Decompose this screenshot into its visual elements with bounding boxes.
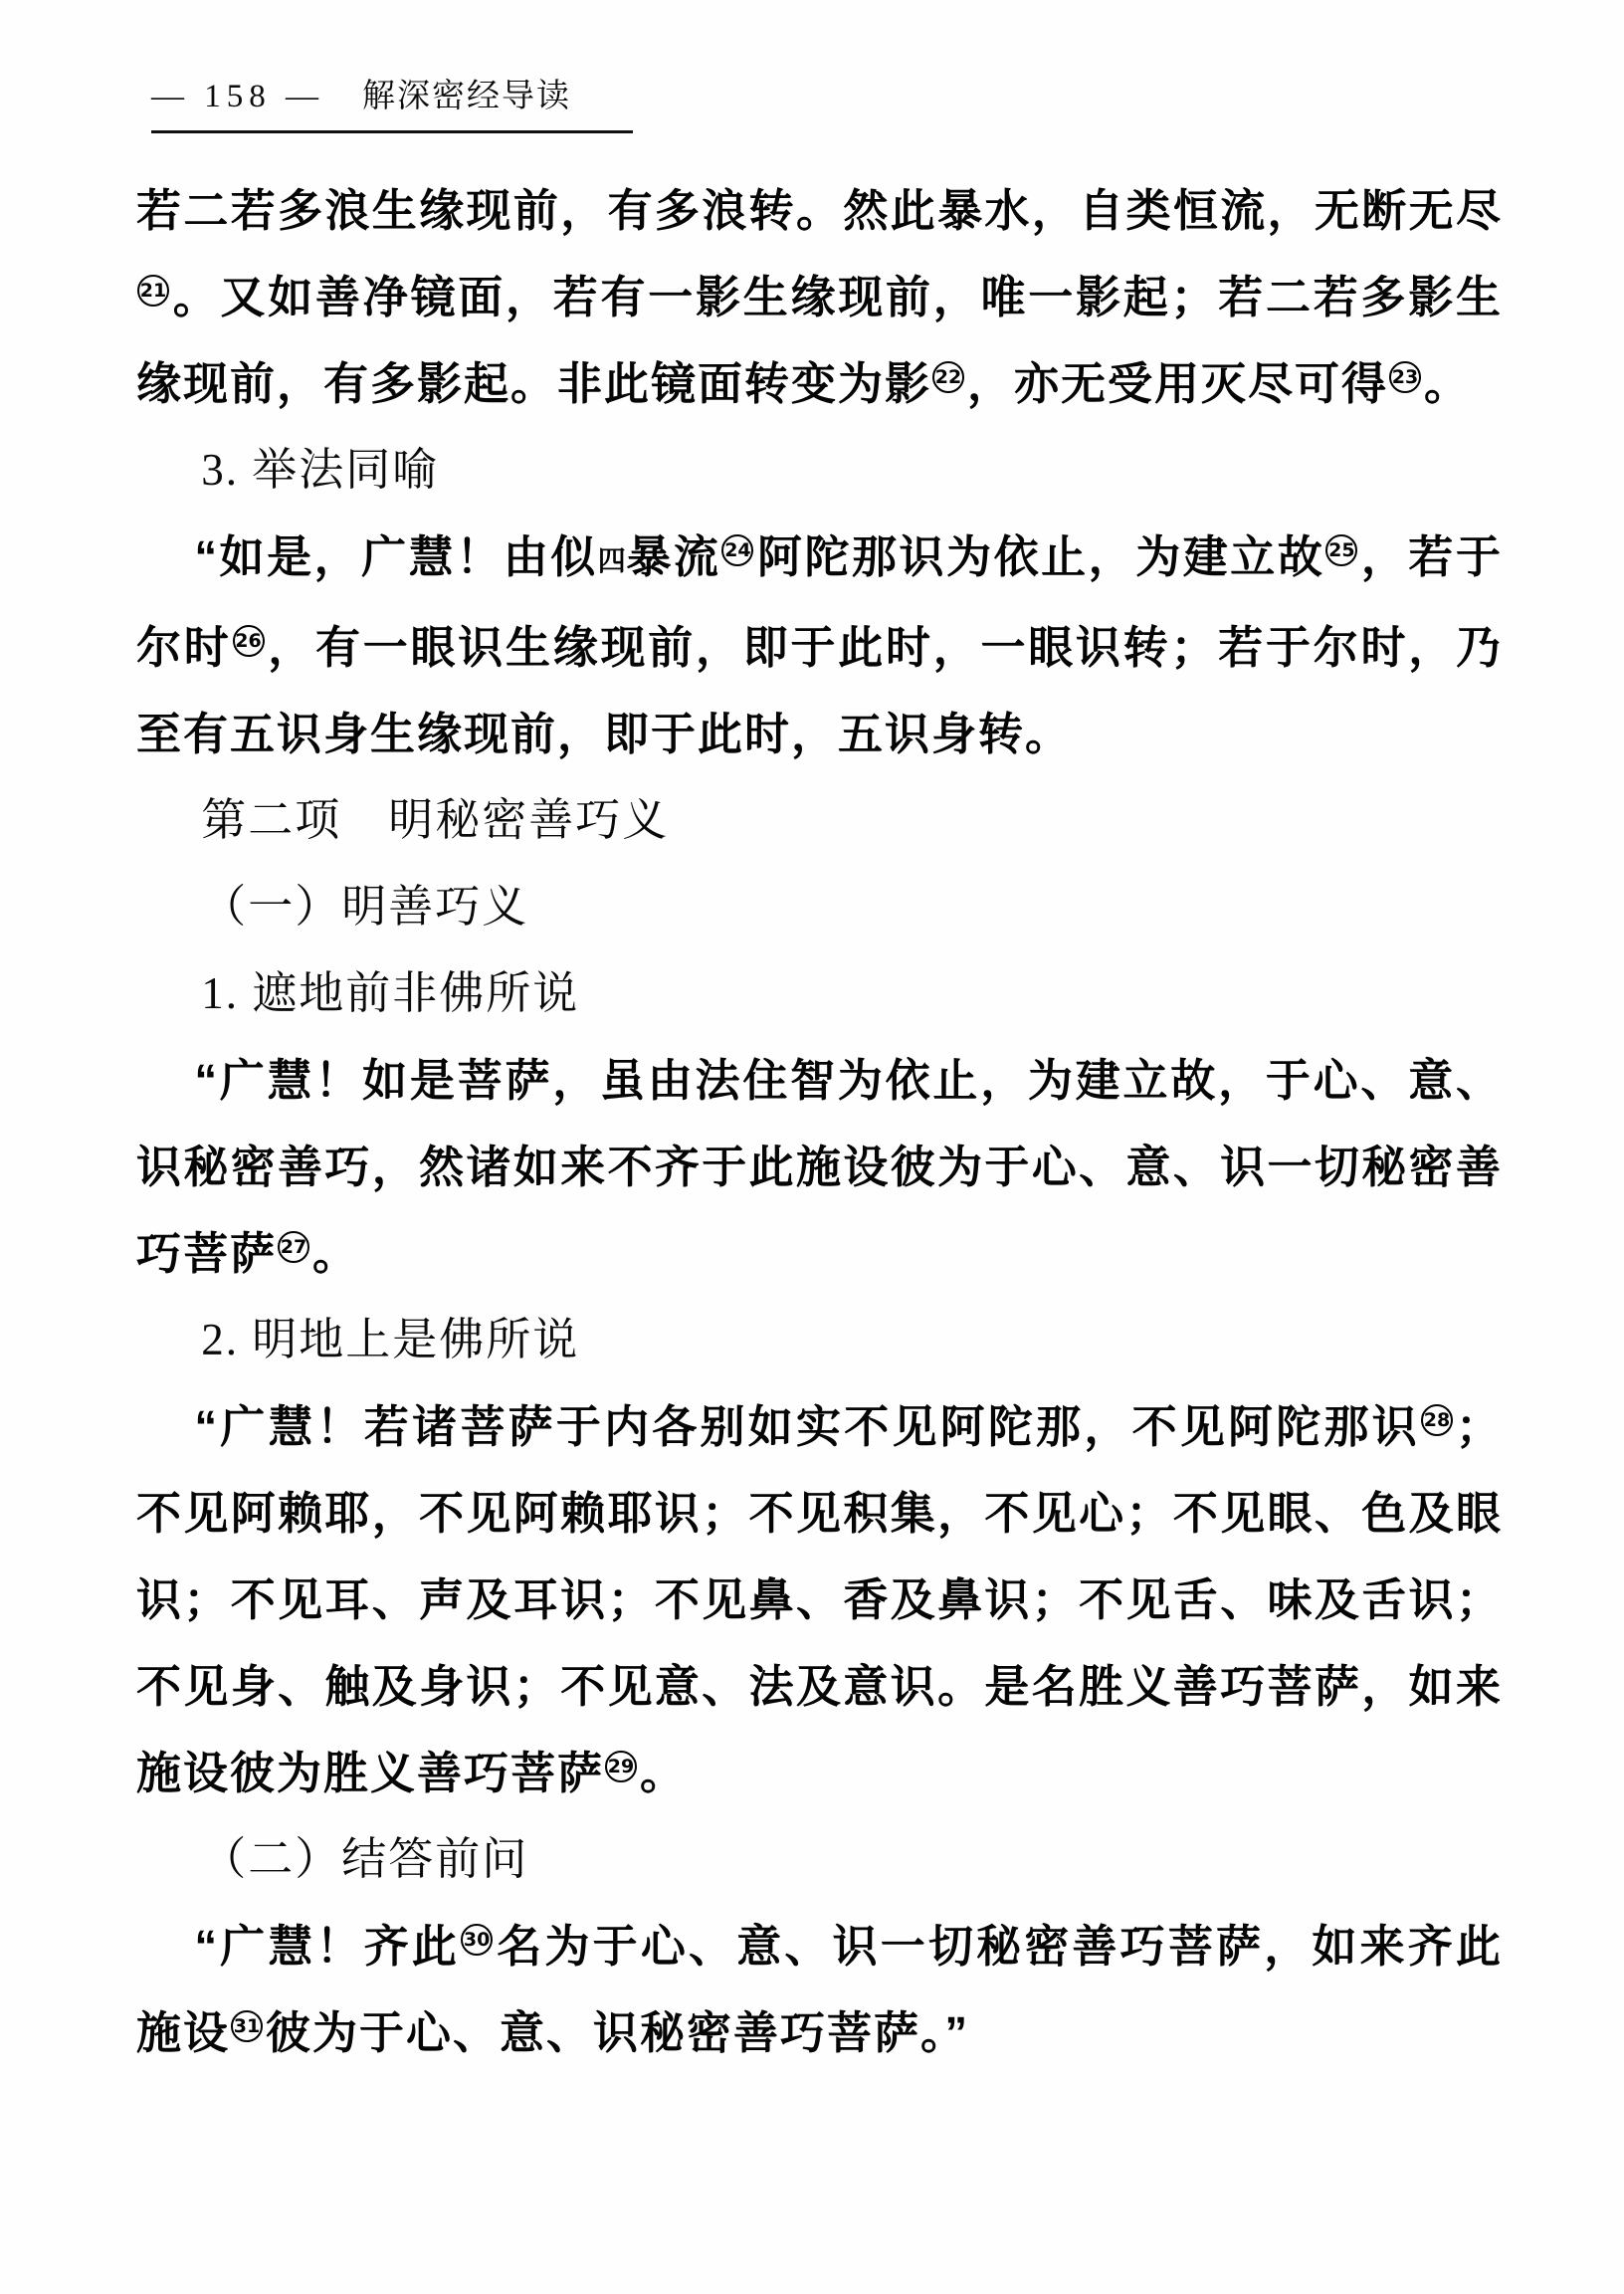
running-header <box>0 0 1624 133</box>
text-run: “广慧！若诸菩萨于内各别如实不见阿陀那，不见阿陀那识 <box>194 1401 1420 1452</box>
text-run: “广慧！齐此 <box>194 1921 461 1972</box>
paragraph <box>136 1383 1503 1816</box>
footnote-ref: 25 <box>1325 534 1357 566</box>
footnote-ref: 31 <box>231 2010 263 2042</box>
text-run: “如是，广慧！由似 <box>194 531 598 582</box>
book-title: 解深密经导读 <box>362 79 571 114</box>
footnote-ref: 29 <box>605 1751 637 1782</box>
text-run: ，亦无受用灭尽可得 <box>967 358 1389 409</box>
footnote-ref: 22 <box>932 361 964 393</box>
small-inline-char: 四 <box>597 545 627 576</box>
text-run: 1. 遮地前非佛所说 <box>201 968 580 1018</box>
footnote-ref: 28 <box>1421 1404 1453 1436</box>
page-number: — 158 — <box>151 79 324 114</box>
text-run: 第二项 明秘密善巧义 <box>201 795 670 845</box>
footnote-ref: 26 <box>233 625 265 657</box>
section-heading <box>136 950 1503 1037</box>
section-heading <box>136 1816 1503 1903</box>
footnote-ref: 24 <box>721 534 753 566</box>
text-run: 。 <box>640 1748 688 1798</box>
paragraph <box>136 167 1503 427</box>
paragraph <box>136 514 1503 777</box>
text-run: 2. 明地上是佛所说 <box>201 1315 580 1364</box>
text-run: ，若于尔时 <box>136 531 1503 673</box>
section-heading <box>136 427 1503 514</box>
paragraph <box>136 1037 1503 1297</box>
section-heading <box>136 1297 1503 1383</box>
text-run: “广慧！如是菩萨，虽由法住智为依止，为建立故，于心、意、识秘密善巧，然诸如来不齐于此施设彼为于心、意、识一切秘密善巧菩萨 <box>136 1055 1503 1279</box>
text-run: ，有一眼识生缘现前，即于此时，一眼识转；若于尔时，乃至有五识身生缘现前，即于此时，五识身转。 <box>136 622 1503 759</box>
text-run: 3. 举法同喻 <box>201 445 440 495</box>
footnote-ref: 23 <box>1389 361 1421 393</box>
footnote-ref: 30 <box>461 1924 493 1956</box>
text-run: 暴流 <box>626 531 721 582</box>
text-run: 名为于心、意、识一切秘密善巧菩萨，如来齐此施设 <box>136 1921 1503 2058</box>
text-run: 若二若多浪生缘现前，有多浪转。然此暴水，自类恒流，无断无尽 <box>136 185 1503 236</box>
section-heading <box>136 864 1503 950</box>
text-run: 彼为于心、意、识秘密善巧菩萨。” <box>266 2007 970 2058</box>
text-run: 。 <box>1424 358 1472 409</box>
text-run: （一）明善巧义 <box>201 882 529 932</box>
footnote-ref: 27 <box>278 1231 309 1263</box>
text-run: ；不见阿赖耶，不见阿赖耶识；不见积集，不见心；不见眼、色及眼识；不见耳、声及耳识；不见鼻、香及鼻识；不见舌、味及舌识；不见身、触及身识；不见意、法及意识。是名胜义善巧菩萨，如来施设彼为胜义善巧菩萨 <box>136 1401 1503 1798</box>
header-rule <box>151 70 633 133</box>
section-heading <box>136 777 1503 864</box>
text-run: 阿陀那识为依止，为建立故 <box>756 531 1325 582</box>
footnote-ref: 21 <box>137 275 169 307</box>
text-run: 。 <box>312 1228 360 1279</box>
text-run: （二）结答前问 <box>201 1834 529 1884</box>
paragraph <box>136 1903 1503 2076</box>
page-body <box>0 133 1624 2076</box>
text-run: 。又如善净镜面，若有一影生缘现前，唯一影起；若二若多影生缘现前，有多影起。非此镜面转变为影 <box>136 272 1503 409</box>
